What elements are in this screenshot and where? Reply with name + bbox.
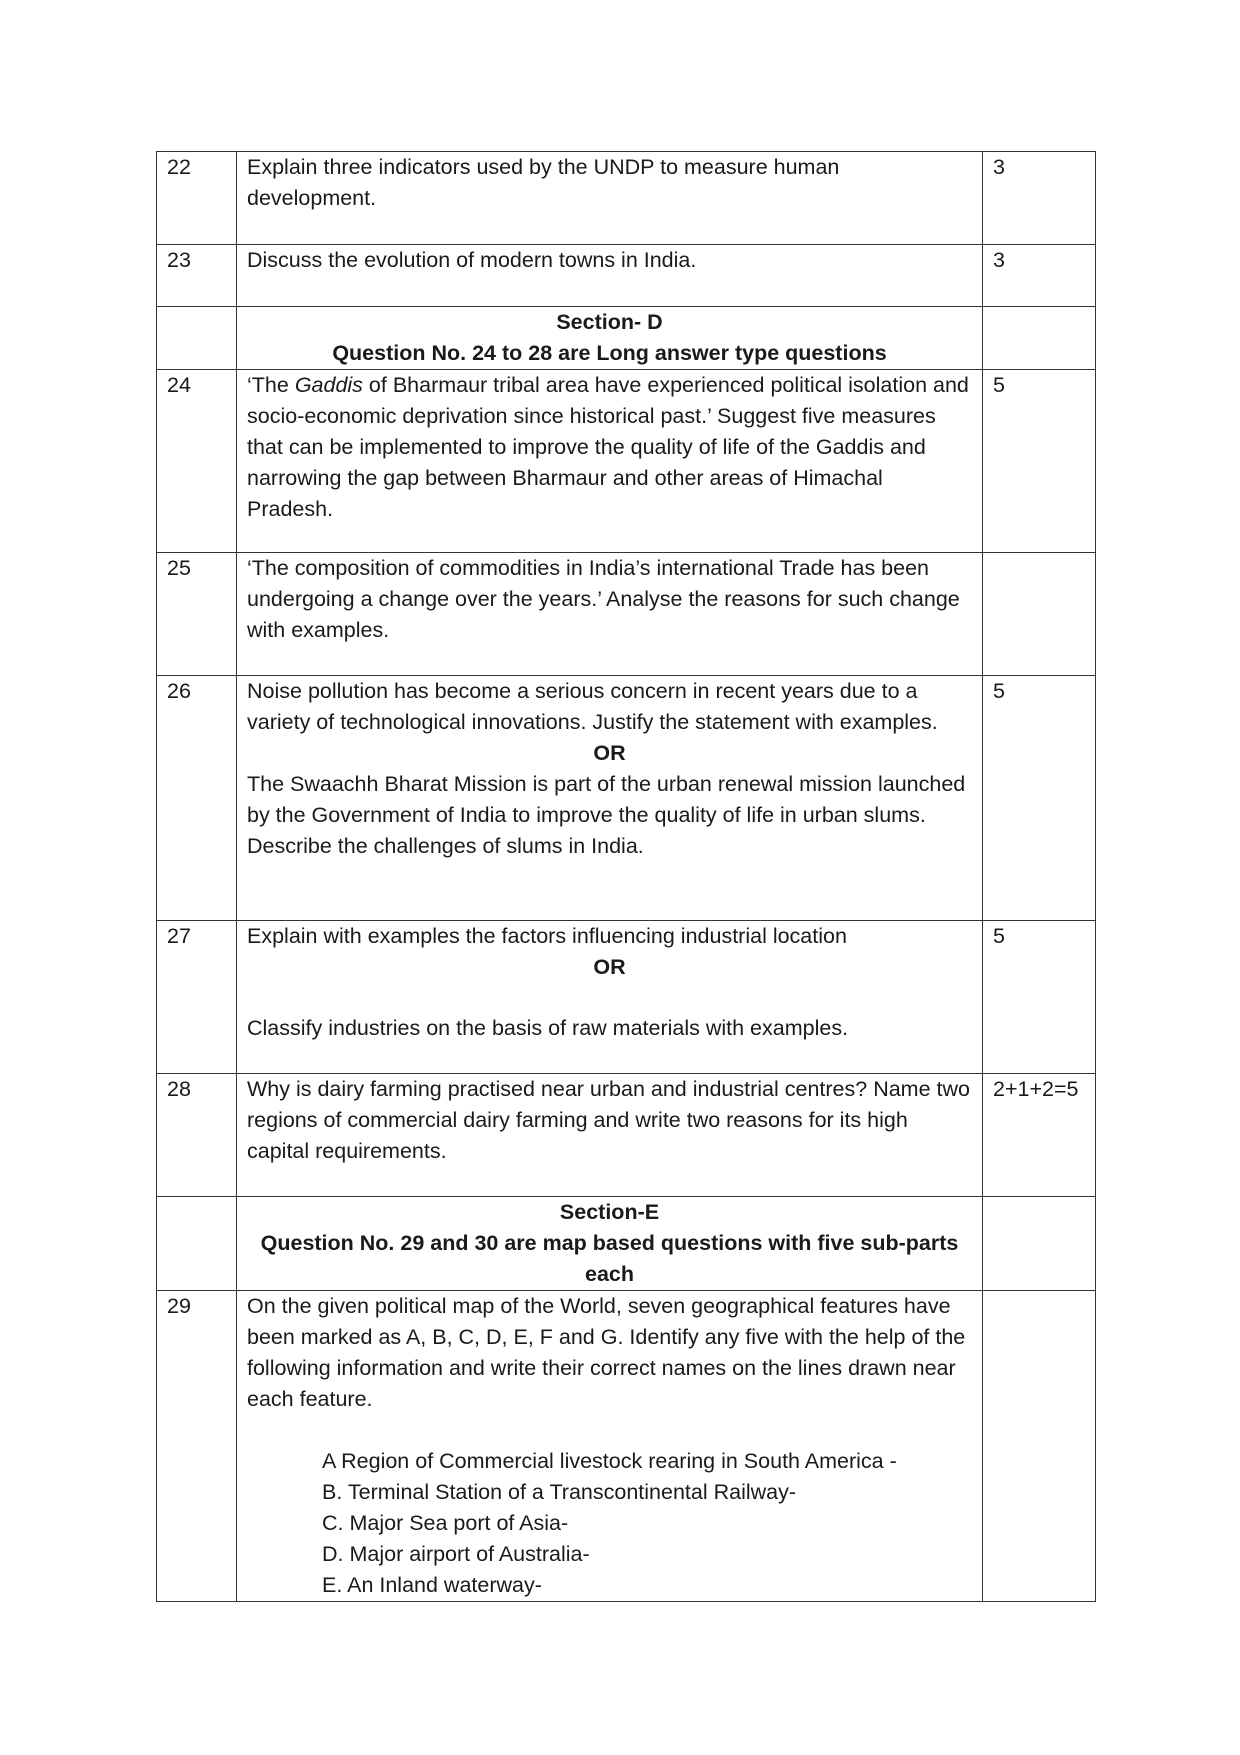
question-text: [237, 676, 983, 921]
empty-cell: [983, 1197, 1096, 1291]
question-marks: [983, 1291, 1096, 1602]
alternative-question: Classify industries on the basis of raw materials with examples.: [247, 1016, 849, 1040]
question-number: 27: [157, 921, 237, 1074]
question-marks: 5: [983, 921, 1096, 1074]
question-number: 25: [157, 553, 237, 676]
question-text: [237, 1291, 983, 1602]
question-text: [237, 921, 983, 1074]
section-title: Section- D: [556, 310, 663, 334]
section-heading: [237, 1197, 983, 1291]
question-line: Explain three indicators used by the UNDP to measure human development.: [247, 155, 840, 210]
question-line: Explain with examples the factors influencing industrial location: [247, 924, 847, 948]
question-number: 28: [157, 1074, 237, 1197]
question-text: [237, 152, 983, 245]
question-marks: 3: [983, 245, 1096, 307]
section-subtitle: Question No. 24 to 28 are Long answer type questions: [332, 341, 887, 365]
question-emphasis: Gaddis: [294, 373, 363, 397]
question-number: 24: [157, 370, 237, 553]
question-marks: 2+1+2=5: [983, 1074, 1096, 1197]
section-subtitle: Question No. 29 and 30 are map based questions with five sub-parts each: [260, 1231, 959, 1286]
map-feature-item: C. Major Sea port of Asia-: [322, 1511, 569, 1535]
question-text: [237, 245, 983, 307]
question-marks: [983, 553, 1096, 676]
question-row: [157, 676, 1096, 921]
section-title: Section-E: [559, 1200, 660, 1224]
question-row: [157, 245, 1096, 307]
section-header-row: [157, 307, 1096, 370]
section-heading: [237, 307, 983, 370]
map-feature-item: B. Terminal Station of a Transcontinental Railway-: [322, 1480, 797, 1504]
question-line: Discuss the evolution of modern towns in India.: [247, 248, 697, 272]
map-feature-item: D. Major airport of Australia-: [322, 1542, 590, 1566]
section-header-row: [157, 1197, 1096, 1291]
question-line: Noise pollution has become a serious concern in recent years due to a variety of technological innovations. Justify the statement with examples.: [247, 679, 938, 734]
map-feature-item: A Region of Commercial livestock rearing in South America -: [322, 1449, 897, 1473]
map-feature-item: E. An Inland waterway-: [322, 1573, 542, 1597]
question-rest: of Bharmaur tribal area have experienced political isolation and socio-economic deprivation since historical past.’ Suggest five measures that can be implemented to improve the quality of life of the Gaddis and narrowing the gap between Bharmaur and other areas of Himachal Pradesh.: [247, 373, 969, 521]
question-row: [157, 370, 1096, 553]
question-number: 26: [157, 676, 237, 921]
question-line: On the given political map of the World, seven geographical features have been marked as A, B, C, D, E, F and G. Identify any five with the help of the following information and write their correct names on the lines drawn near each feature.: [247, 1294, 966, 1411]
question-number: 23: [157, 245, 237, 307]
or-separator: OR: [593, 955, 626, 979]
question-row: [157, 553, 1096, 676]
question-row: [157, 1291, 1096, 1602]
question-text: [237, 1074, 983, 1197]
question-row: [157, 921, 1096, 1074]
question-marks: 3: [983, 152, 1096, 245]
empty-cell: [983, 307, 1096, 370]
empty-cell: [157, 307, 237, 370]
or-separator: OR: [593, 741, 626, 765]
question-line: Why is dairy farming practised near urban and industrial centres? Name two regions of commercial dairy farming and write two reasons for its high capital requirements.: [247, 1077, 970, 1163]
question-text: [237, 553, 983, 676]
alternative-question: The Swaachh Bharat Mission is part of the urban renewal mission launched by the Government of India to improve the quality of life in urban slums. Describe the challenges of slums in India.: [247, 772, 966, 858]
question-text: [237, 370, 983, 553]
question-number: 22: [157, 152, 237, 245]
question-number: 29: [157, 1291, 237, 1602]
question-table: [156, 151, 1096, 1602]
question-row: [157, 152, 1096, 245]
question-marks: 5: [983, 676, 1096, 921]
empty-cell: [157, 1197, 237, 1291]
question-marks: 5: [983, 370, 1096, 553]
question-lead: ‘The: [247, 373, 295, 397]
question-row: [157, 1074, 1096, 1197]
question-line: ‘The composition of commodities in India’s international Trade has been undergoing a change over the years.’ Analyse the reasons for such change with examples.: [247, 556, 960, 642]
